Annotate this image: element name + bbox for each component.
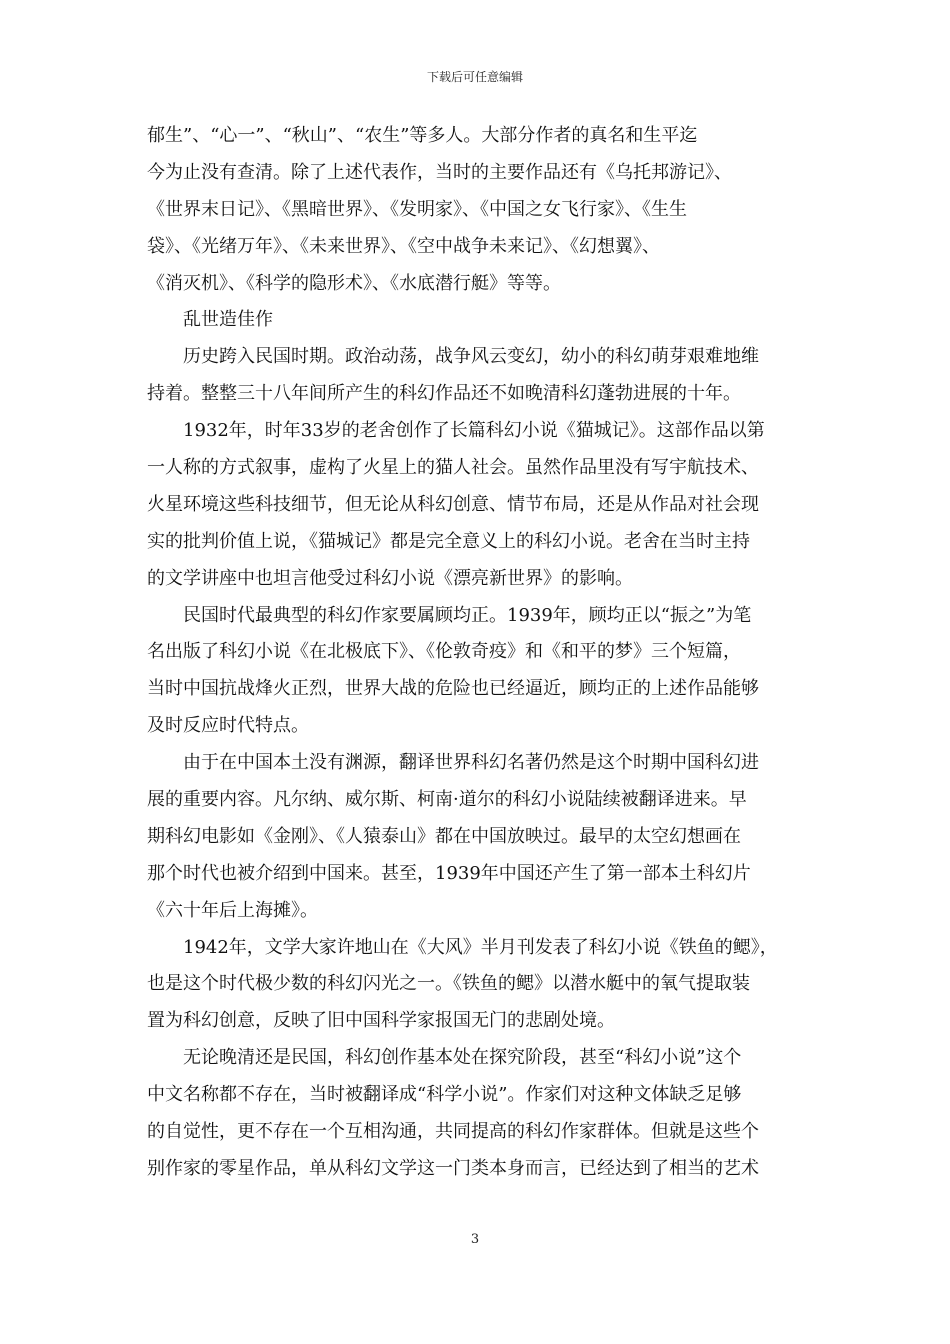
text-line: 《消灭机》、《科学的隐形术》、《水底潜行艇》等等。	[147, 272, 561, 294]
text-line: 及时反应时代特点。	[147, 715, 309, 737]
text-line: 一人称的方式叙事，虚构了火星上的猫人社会。虽然作品里没有写宇航技术、	[147, 457, 759, 479]
text-line: 无论晚清还是民国，科幻创作基本处在探究阶段，甚至“科幻小说”这个	[183, 1047, 742, 1069]
text-line: 也是这个时代极少数的科幻闪光之一。《铁鱼的鳃》以潜水艇中的氧气提取装	[147, 973, 750, 995]
text-line: 郁生”、“心一”、“秋山”、“农生”等多人。大部分作者的真名和生平迄	[147, 125, 698, 146]
text-line: 《六十年后上海摊》。	[147, 899, 318, 921]
document-body	[147, 118, 807, 1188]
text-line: 的文学讲座中也坦言他受过科幻小说《漂亮新世界》的影响。	[147, 567, 633, 589]
text-line: 持着。整整三十八年间所产生的科幻作品还不如晚清科幻蓬勃进展的十年。	[147, 383, 741, 405]
page-header: 下载后可任意编辑	[426, 70, 523, 84]
text-line: 那个时代也被介绍到中国来。甚至，1939年中国还产生了第一部本土科幻片	[147, 862, 751, 884]
text-line: 展的重要内容。凡尔纳、威尔斯、柯南·道尔的科幻小说陆续被翻译进来。早	[147, 789, 747, 811]
text-line: 火星环境这些科技细节，但无论从科幻创意、情节布局，还是从作品对社会现	[147, 493, 759, 515]
text-line: 别作家的零星作品，单从科幻文学这一门类本身而言，已经达到了相当的艺术	[147, 1157, 759, 1179]
text-line: 《世界末日记》、《黑暗世界》、《发明家》、《中国之女飞行家》、《生生	[147, 198, 687, 220]
text-line: 袋》、《光绪万年》、《未来世界》、《空中战争未来记》、《幻想翼》、	[147, 235, 660, 257]
text-line: 历史跨入民国时期。政治动荡，战争风云变幻，幼小的科幻萌芽艰难地维	[183, 346, 759, 368]
text-line: 期科幻电影如《金刚》、《人猿泰山》都在中国放映过。最早的太空幻想画在	[147, 825, 741, 847]
text-line: 由于在中国本土没有渊源，翻译世界科幻名著仍然是这个时期中国科幻进	[183, 752, 759, 774]
text-line: 今为止没有查清。除了上述代表作，当时的主要作品还有《乌托邦游记》、	[147, 161, 732, 183]
text-line: 的自觉性，更不存在一个互相沟通，共同提高的科幻作家群体。但就是这些个	[147, 1121, 759, 1143]
text-line: 实的批判价值上说，《猫城记》都是完全意义上的科幻小说。老舍在当时主持	[147, 530, 750, 552]
text-line: 置为科幻创意，反映了旧中国科学家报国无门的悲剧处境。	[147, 1010, 615, 1032]
text-line: 民国时代最典型的科幻作家要属顾均正。1939年，顾均正以“振之”为笔	[183, 604, 752, 626]
text-line: 1932年，时年33岁的老舍创作了长篇科幻小说《猫城记》。这部作品以第	[183, 420, 765, 442]
text-line: 1942年，文学大家许地山在《大风》半月刊发表了科幻小说《铁鱼的鳃》，	[183, 936, 778, 958]
text-line: 乱世造佳作	[183, 309, 273, 331]
page-number: 3	[470, 1232, 480, 1247]
text-line: 名出版了科幻小说《在北极底下》、《伦敦奇疫》和《和平的梦》三个短篇，	[147, 641, 741, 663]
text-line: 当时中国抗战烽火正烈，世界大战的危险也已经逼近，顾均正的上述作品能够	[147, 678, 759, 700]
text-line: 中文名称都不存在，当时被翻译成“科学小说”。作家们对这种文体缺乏足够	[147, 1084, 742, 1106]
